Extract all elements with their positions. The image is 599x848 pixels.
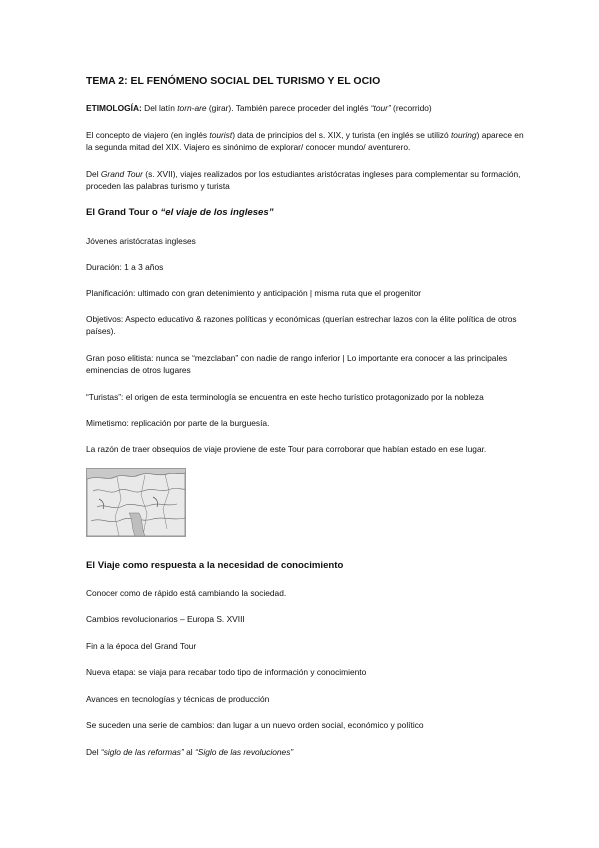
heading-grand-tour	[86, 207, 526, 219]
list-item: Avances en tecnologías y técnicas de producción	[86, 694, 270, 704]
etimologia-label: ETIMOLOGÍA:	[86, 103, 142, 113]
list-item: Conocer como de rápido está cambiando la sociedad.	[86, 588, 287, 598]
list-item: “Turistas”: el origen de esta terminología se encuentra en este hecho turístico protagonizado por la nobleza	[86, 392, 484, 402]
heading-grand-tour-main: El Grand Tour o	[86, 207, 161, 218]
concepto-paragraph	[86, 129, 526, 153]
etimologia-tour: “tour”	[370, 103, 391, 113]
list-item: Duración: 1 a 3 años	[86, 262, 164, 272]
heading-conocimiento: El Viaje como respuesta a la necesidad de conocimiento	[86, 560, 344, 571]
list-item: Planificación: ultimado con gran detenimiento y anticipación | misma ruta que el progenitor	[86, 288, 422, 298]
list-item: Gran poso elitista: nunca se “mezclaban” con nadie de rango inferior | Lo importante era conocer a las principales eminencias de otros lugares	[86, 353, 508, 375]
grand-tour-text-1: Del	[86, 169, 101, 179]
etimologia-text-1: Del latín	[141, 103, 178, 113]
etimologia-paragraph	[86, 102, 526, 114]
grand-tour-text-2: (s. XVII), viajes realizados por los estudiantes aristócratas ingleses para complementar su formación, proceden las palabras turismo y turista	[86, 169, 521, 191]
concepto-text-1: El concepto de viajero (en inglés	[86, 130, 210, 140]
list-item: Objetivos: Aspecto educativo & razones políticas y económicas (querían estrechar lazos con la élite política de otros países).	[86, 314, 517, 336]
siglo-reformas: “siglo de las reformas”	[100, 747, 184, 757]
concepto-tourist: tourist	[209, 130, 233, 140]
concepto-text-3: ) aparece en la segunda mitad del XIX. Viajero es sinónimo de explorar/ conocer mundo/ aventurero.	[86, 130, 524, 152]
siglo-paragraph	[86, 746, 526, 758]
europe-map-image	[86, 468, 186, 537]
concepto-touring: touring	[450, 130, 477, 140]
grand-tour-paragraph	[86, 168, 526, 192]
page-title: TEMA 2: EL FENÓMENO SOCIAL DEL TURISMO Y EL OCIO	[86, 75, 381, 87]
etimologia-text-2: (girar). También parece proceder del inglés	[206, 103, 371, 113]
europe-map-icon	[87, 469, 185, 536]
list-item: Jóvenes aristócratas ingleses	[86, 236, 196, 246]
list-item: Fin a la época del Grand Tour	[86, 641, 197, 651]
siglo-text-2: al	[183, 747, 195, 757]
concepto-text-2: ) data de principios del s. XIX, y turista (en inglés se utilizó	[232, 130, 451, 140]
list-item: Se suceden una serie de cambios: dan lugar a un nuevo orden social, económico y político	[86, 720, 424, 730]
list-item: La razón de traer obsequios de viaje proviene de este Tour para corroborar que habían estado en ese lugar.	[86, 444, 487, 454]
siglo-revoluciones: “Siglo de las revoluciones”	[194, 747, 294, 757]
heading-grand-tour-italic: “el viaje de los ingleses”	[160, 207, 274, 218]
grand-tour-italic: Grand Tour	[100, 169, 143, 179]
etimologia-torn: torn-are	[177, 103, 207, 113]
list-item: Cambios revolucionarios – Europa S. XVIII	[86, 614, 245, 624]
siglo-text-1: Del	[86, 747, 101, 757]
list-item: Nueva etapa: se viaja para recabar todo tipo de información y conocimiento	[86, 667, 367, 677]
list-item: Mimetismo: replicación por parte de la burguesía.	[86, 418, 270, 428]
etimologia-text-3: (recorrido)	[390, 103, 432, 113]
